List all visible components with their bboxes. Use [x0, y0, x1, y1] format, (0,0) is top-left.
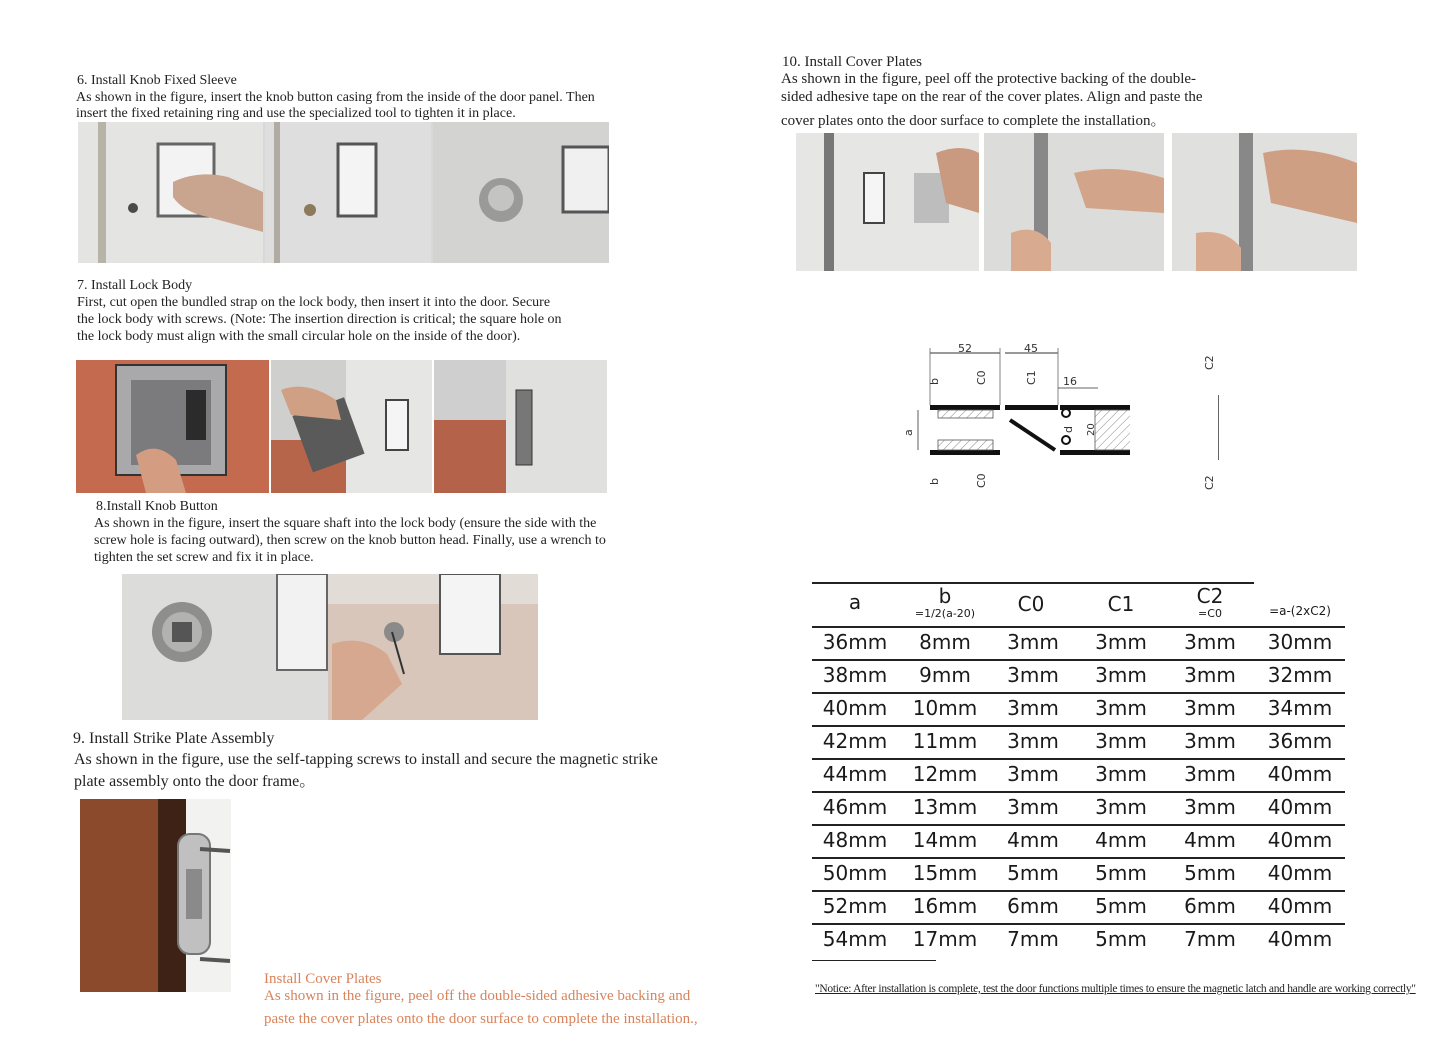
table-cell: 11mm	[912, 729, 978, 753]
table-cell: 36mm	[822, 630, 888, 654]
table-cell: 3mm	[1184, 696, 1236, 720]
table-cell: 3mm	[1095, 696, 1147, 720]
table-cell: 4mm	[1184, 828, 1236, 852]
table-row-rule	[812, 626, 1345, 628]
table-cell: 9mm	[919, 663, 971, 687]
table-row-rule	[812, 890, 1345, 892]
table-cell: 3mm	[1007, 630, 1059, 654]
table-cell: 48mm	[822, 828, 888, 852]
table-cell: 12mm	[912, 762, 978, 786]
table-cell: 4mm	[1095, 828, 1147, 852]
table-cell: 3mm	[1007, 729, 1059, 753]
diagram-c2-guide	[1218, 395, 1219, 460]
dim-52-label: 52	[958, 342, 972, 355]
section-7-line-2: the lock body with screws. (Note: The insertion direction is critical; the square hole on	[77, 312, 562, 327]
table-cell: 42mm	[822, 729, 888, 753]
table-cell: 30mm	[1267, 630, 1333, 654]
section-8-line-3: tighten the set screw and fix it in place.	[94, 550, 314, 565]
orange-note-title: Install Cover Plates	[264, 971, 382, 987]
table-cell: 38mm	[822, 663, 888, 687]
table-bottom-rule	[812, 960, 936, 961]
header-b: b	[938, 584, 952, 608]
table-cell: 3mm	[1184, 630, 1236, 654]
diagram-label-c2-bottom: C2	[1203, 475, 1216, 490]
table-cell: 3mm	[1007, 795, 1059, 819]
table-cell: 40mm	[1267, 894, 1333, 918]
table-row-rule	[812, 659, 1345, 661]
table-cell: 14mm	[912, 828, 978, 852]
table-cell: 4mm	[1007, 828, 1059, 852]
table-cell: 3mm	[1095, 762, 1147, 786]
diagram-label-a: a	[902, 429, 915, 436]
table-row-rule	[812, 791, 1345, 793]
table-cell: 40mm	[822, 696, 888, 720]
table-row-rule	[812, 692, 1345, 694]
table-cell: 3mm	[1007, 762, 1059, 786]
table-cell: 40mm	[1267, 861, 1333, 885]
table-cell: 13mm	[912, 795, 978, 819]
table-cell: 15mm	[912, 861, 978, 885]
table-cell: 34mm	[1267, 696, 1333, 720]
strike-plate-photo	[80, 799, 231, 992]
dim-20-label: 20	[1086, 423, 1097, 436]
diagram-label-d: d	[1062, 426, 1075, 433]
diagram-label-b-top: b	[928, 378, 941, 385]
section-10-photos	[796, 133, 1357, 271]
section-7-title: 7. Install Lock Body	[77, 278, 193, 293]
section-10-title: 10. Install Cover Plates	[782, 54, 922, 70]
table-cell: 6mm	[1184, 894, 1236, 918]
header-c2: C2	[1196, 584, 1224, 608]
header-c1: C1	[1107, 592, 1135, 616]
dim-45-label: 45	[1024, 342, 1038, 355]
section-8-line-1: As shown in the figure, insert the square shaft into the lock body (ensure the side with the	[94, 516, 597, 531]
diagram-label-c0-top: C0	[975, 370, 988, 385]
section-8-title: 8.Install Knob Button	[96, 499, 218, 514]
table-cell: 40mm	[1267, 927, 1333, 951]
table-cell: 54mm	[822, 927, 888, 951]
diagram-label-c1: C1	[1025, 370, 1038, 385]
table-cell: 16mm	[912, 894, 978, 918]
table-cell: 50mm	[822, 861, 888, 885]
table-cell: 5mm	[1095, 927, 1147, 951]
section-9-line-1: As shown in the figure, use the self-tapping screws to install and secure the magnetic strike	[74, 751, 658, 768]
section-6-line-2: insert the fixed retaining ring and use the specialized tool to tighten it in place.	[76, 106, 516, 121]
section-6-photos	[78, 122, 609, 263]
table-cell: 36mm	[1267, 729, 1333, 753]
table-cell: 5mm	[1095, 861, 1147, 885]
table-cell: 7mm	[1007, 927, 1059, 951]
table-row-rule	[812, 824, 1345, 826]
table-cell: 3mm	[1095, 729, 1147, 753]
section-9-title: 9. Install Strike Plate Assembly	[73, 730, 275, 747]
notice-text: "Notice: After installation is complete, test the door functions multiple times to ensure the magnetic latch and handle are working correctly"	[815, 983, 1416, 995]
table-cell: 8mm	[919, 630, 971, 654]
table-cell: 6mm	[1007, 894, 1059, 918]
table-cell: 3mm	[1095, 663, 1147, 687]
dimension-table	[810, 580, 1350, 960]
diagram-label-c0-bottom: C0	[975, 473, 988, 488]
section-6-line-1: As shown in the figure, insert the knob button casing from the inside of the door panel. Then	[76, 90, 595, 105]
section-10-line-3: cover plates onto the door surface to complete the installation。	[781, 113, 1166, 129]
header-a: a	[848, 590, 862, 614]
orange-note-line-2: paste the cover plates onto the door surface to complete the installation.,	[264, 1011, 698, 1027]
section-10-line-2: sided adhesive tape on the rear of the cover plates. Align and paste the	[781, 89, 1203, 105]
section-7-line-3: the lock body must align with the small circular hole on the inside of the door).	[77, 329, 521, 344]
table-cell: 5mm	[1007, 861, 1059, 885]
table-cell: 44mm	[822, 762, 888, 786]
diagram-label-b-bottom: b	[928, 478, 941, 485]
table-cell: 3mm	[1184, 729, 1236, 753]
header-c2-formula: =C0	[1198, 607, 1222, 620]
section-10-line-1: As shown in the figure, peel off the protective backing of the double-	[781, 71, 1197, 87]
table-row-rule	[812, 758, 1345, 760]
dim-16-label: 16	[1063, 375, 1077, 388]
table-row-rule	[812, 923, 1345, 925]
header-b-formula: =1/2(a-20)	[914, 607, 976, 620]
table-cell: 40mm	[1267, 795, 1333, 819]
table-cell: 10mm	[912, 696, 978, 720]
section-8-line-2: screw hole is facing outward), then screw on the knob button head. Finally, use a wrench to	[94, 533, 606, 548]
table-row-rule	[812, 857, 1345, 859]
table-cell: 7mm	[1184, 927, 1236, 951]
table-cell: 3mm	[1184, 762, 1236, 786]
table-cell: 3mm	[1007, 696, 1059, 720]
section-8-photos	[122, 574, 538, 720]
section-9-line-2: plate assembly onto the door frame。	[74, 773, 316, 790]
header-c0: C0	[1017, 592, 1045, 616]
table-cell: 5mm	[1095, 894, 1147, 918]
table-cell: 32mm	[1267, 663, 1333, 687]
table-cell: 3mm	[1007, 663, 1059, 687]
diagram-label-c2-top-outer: C2	[1203, 355, 1216, 370]
table-cell: 3mm	[1095, 795, 1147, 819]
table-cell: 5mm	[1184, 861, 1236, 885]
table-cell: 40mm	[1267, 762, 1333, 786]
table-cell: 3mm	[1095, 630, 1147, 654]
cross-section-diagram	[900, 340, 1130, 490]
table-row-rule	[812, 725, 1345, 727]
table-cell: 3mm	[1184, 795, 1236, 819]
section-6-title: 6. Install Knob Fixed Sleeve	[77, 73, 237, 88]
table-cell: 52mm	[822, 894, 888, 918]
section-7-line-1: First, cut open the bundled strap on the lock body, then insert it into the door. Secure	[77, 295, 551, 310]
header-last-formula: =a-(2xC2)	[1269, 604, 1331, 618]
table-cell: 3mm	[1184, 663, 1236, 687]
table-cell: 46mm	[822, 795, 888, 819]
table-cell: 17mm	[912, 927, 978, 951]
section-7-photos	[76, 360, 607, 493]
table-cell: 40mm	[1267, 828, 1333, 852]
orange-note-line-1: As shown in the figure, peel off the double-sided adhesive backing and	[264, 988, 691, 1004]
